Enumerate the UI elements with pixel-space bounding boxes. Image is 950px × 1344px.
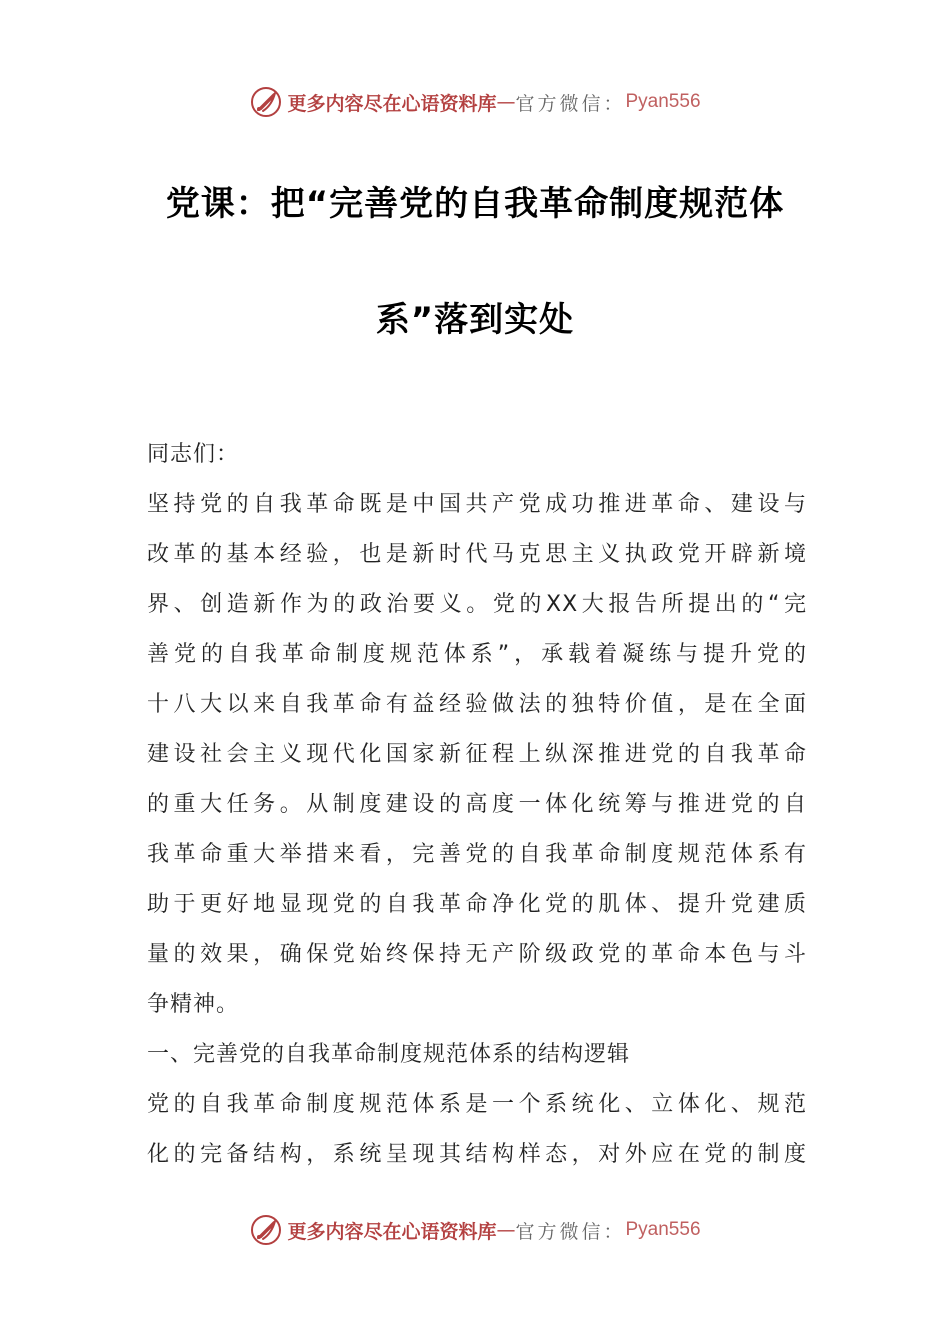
section-heading-1: 一、完善党的自我革命制度规范体系的结构逻辑 [147,1042,631,1067]
paragraph-1-line: 助于更好地显现党的自我革命净化党的肌体、提升党建质 [147,892,807,917]
watermark-header [0,82,950,122]
watermark-brand: 更多内容尽在心语资料库 [287,92,497,115]
paragraph-1-line: 十八大以来自我革命有益经验做法的独特价值，是在全面 [147,692,807,717]
paragraph-1-line: 争精神。 [147,992,240,1017]
watermark-label: 官方微信： [515,1220,626,1243]
watermark-label: 官方微信： [515,92,626,115]
watermark-wechat-id: Pyan556 [625,91,701,112]
paragraph-1-line: 的重大任务。从制度建设的高度一体化统筹与推进党的自 [147,792,807,817]
paragraph-1-line: 界、创造新作为的政治要义。党的XX大报告所提出的“完 [147,592,807,617]
paragraph-1-line: 建设社会主义现代化国家新征程上纵深推进党的自我革命 [147,742,807,767]
paragraph-1-line: 量的效果，确保党始终保持无产阶级政党的革命本色与斗 [147,942,807,967]
quill-logo-icon [249,1213,283,1247]
paragraph-2-line: 党的自我革命制度规范体系是一个系统化、立体化、规范 [147,1092,807,1117]
document-title-line-2: 系”落到实处 [375,300,575,340]
watermark-brand: 更多内容尽在心语资料库 [287,1220,497,1243]
watermark-wechat-id: Pyan556 [625,1219,701,1240]
watermark-footer [0,1210,950,1250]
document-title-line-1: 党课：把“完善党的自我革命制度规范体 [165,184,785,224]
paragraph-1-line: 善党的自我革命制度规范体系”，承载着凝练与提升党的 [147,642,807,667]
paragraph-1-line: 我革命重大举措来看，完善党的自我革命制度规范体系有 [147,842,807,867]
watermark-dash: — [496,91,516,113]
paragraph-1-line: 坚持党的自我革命既是中国共产党成功推进革命、建设与 [147,492,807,517]
document-body [147,430,807,1180]
watermark-dash: — [496,1219,516,1241]
paragraph-2-line: 化的完备结构，系统呈现其结构样态，对外应在党的制度 [147,1142,807,1167]
quill-logo-icon [249,85,283,119]
paragraph-1-line: 改革的基本经验，也是新时代马克思主义执政党开辟新境 [147,542,807,567]
salutation: 同志们： [147,442,240,467]
